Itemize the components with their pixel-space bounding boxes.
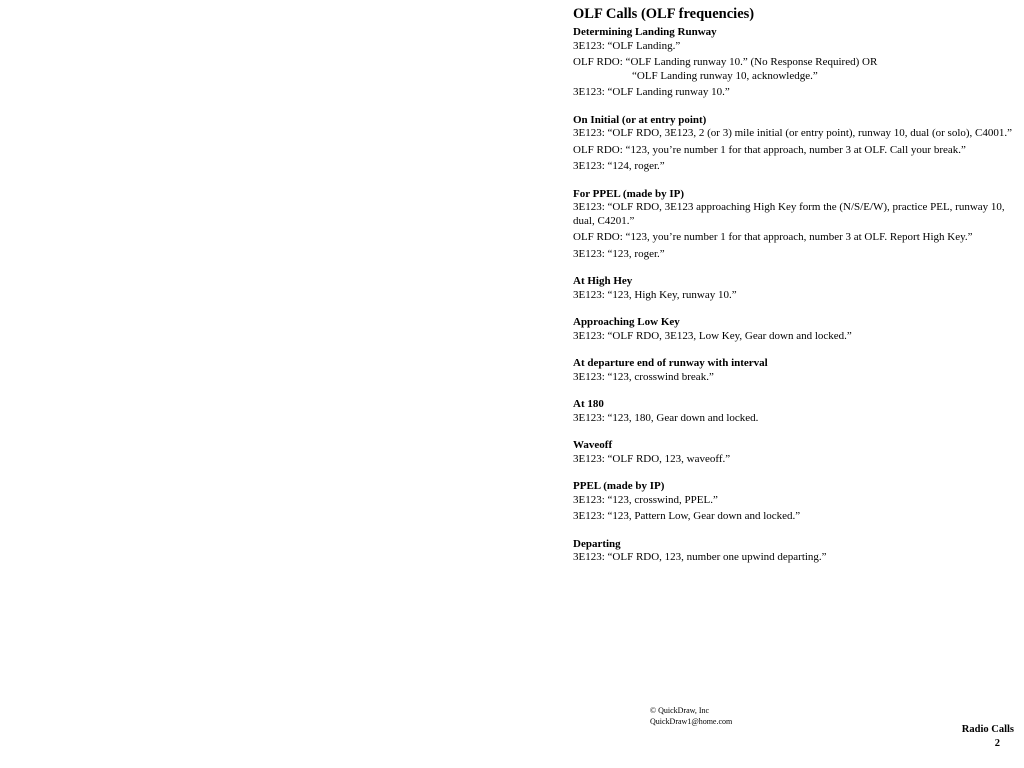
call-line: 3E123: “123, Pattern Low, Gear down and locked.” <box>573 510 801 522</box>
page-footer-label <box>962 723 1014 751</box>
section-heading: At High Hey <box>573 275 633 287</box>
call-line: 3E123: “OLF RDO, 3E123, 2 (or 3) mile initial (or entry point), runway 10, dual (or solo), C4001.” <box>573 127 1013 139</box>
call-line: 3E123: “124, roger.” <box>573 160 665 172</box>
section-heading: Departing <box>573 537 621 550</box>
page-number: 2 <box>994 738 1000 749</box>
section-heading: Determining Landing Runway <box>573 26 717 38</box>
section-approaching-low-key <box>573 316 1013 343</box>
call-line: 3E123: “OLF RDO, 123, number one upwind departing.” <box>573 551 827 563</box>
call-line <box>573 40 1013 54</box>
call-line: 3E123: “OLF RDO, 3E123 approaching High Key form the (N/S/E/W), practice PEL, runway 10, dual, C4201.” <box>573 201 1005 227</box>
call-line: 3E123: “123, crosswind break.” <box>573 370 714 383</box>
content-column <box>573 6 1013 579</box>
section-at-180 <box>573 398 1013 425</box>
section-heading: Approaching Low Key <box>573 316 680 328</box>
call-line: 3E123: “123, High Key, runway 10.” <box>573 288 737 301</box>
call-text: 3E123: “OLF Landing runway 10.” <box>573 86 730 98</box>
section-ppel <box>573 480 1013 524</box>
section-on-initial <box>573 114 1013 174</box>
section-at-high-key <box>573 275 1013 302</box>
section-label: Radio Calls <box>961 724 1014 735</box>
section-departure-end <box>573 357 1013 384</box>
section-heading: At 180 <box>573 398 604 410</box>
section-heading: For PPEL (made by IP) <box>573 187 685 200</box>
call-line: 3E123: “OLF RDO, 123, waveoff.” <box>573 452 731 465</box>
contact-email: QuickDraw1@home.com <box>650 717 733 726</box>
call-line <box>573 86 1013 100</box>
call-line <box>573 56 1013 83</box>
section-heading: PPEL (made by IP) <box>573 480 665 492</box>
section-heading: On Initial (or at entry point) <box>573 113 707 126</box>
call-text: OLF RDO: “OLF Landing runway 10.” (No Response Required) OR <box>573 56 878 68</box>
call-text: 3E123: “OLF Landing.” <box>573 39 681 52</box>
section-for-ppel <box>573 188 1013 262</box>
call-line: 3E123: “123, roger.” <box>573 247 665 260</box>
section-heading: Waveoff <box>573 439 613 451</box>
call-text-continuation: “OLF Landing runway 10, acknowledge.” <box>632 69 818 82</box>
section-departing <box>573 538 1013 565</box>
section-determining-landing-runway <box>573 26 1013 100</box>
copyright-text: © QuickDraw, Inc <box>650 706 710 715</box>
call-line: 3E123: “123, 180, Gear down and locked. <box>573 411 759 424</box>
call-line: 3E123: “123, crosswind, PPEL.” <box>573 493 718 506</box>
section-waveoff <box>573 439 1013 466</box>
call-line: OLF RDO: “123, you’re number 1 for that approach, number 3 at OLF. Report High Key.” <box>573 231 973 243</box>
copyright-block <box>650 705 732 727</box>
page-title: OLF Calls (OLF frequencies) <box>573 6 755 22</box>
call-line: 3E123: “OLF RDO, 3E123, Low Key, Gear down and locked.” <box>573 329 852 342</box>
section-heading: At departure end of runway with interval <box>573 357 768 369</box>
call-line: OLF RDO: “123, you’re number 1 for that approach, number 3 at OLF. Call your break.” <box>573 143 966 156</box>
